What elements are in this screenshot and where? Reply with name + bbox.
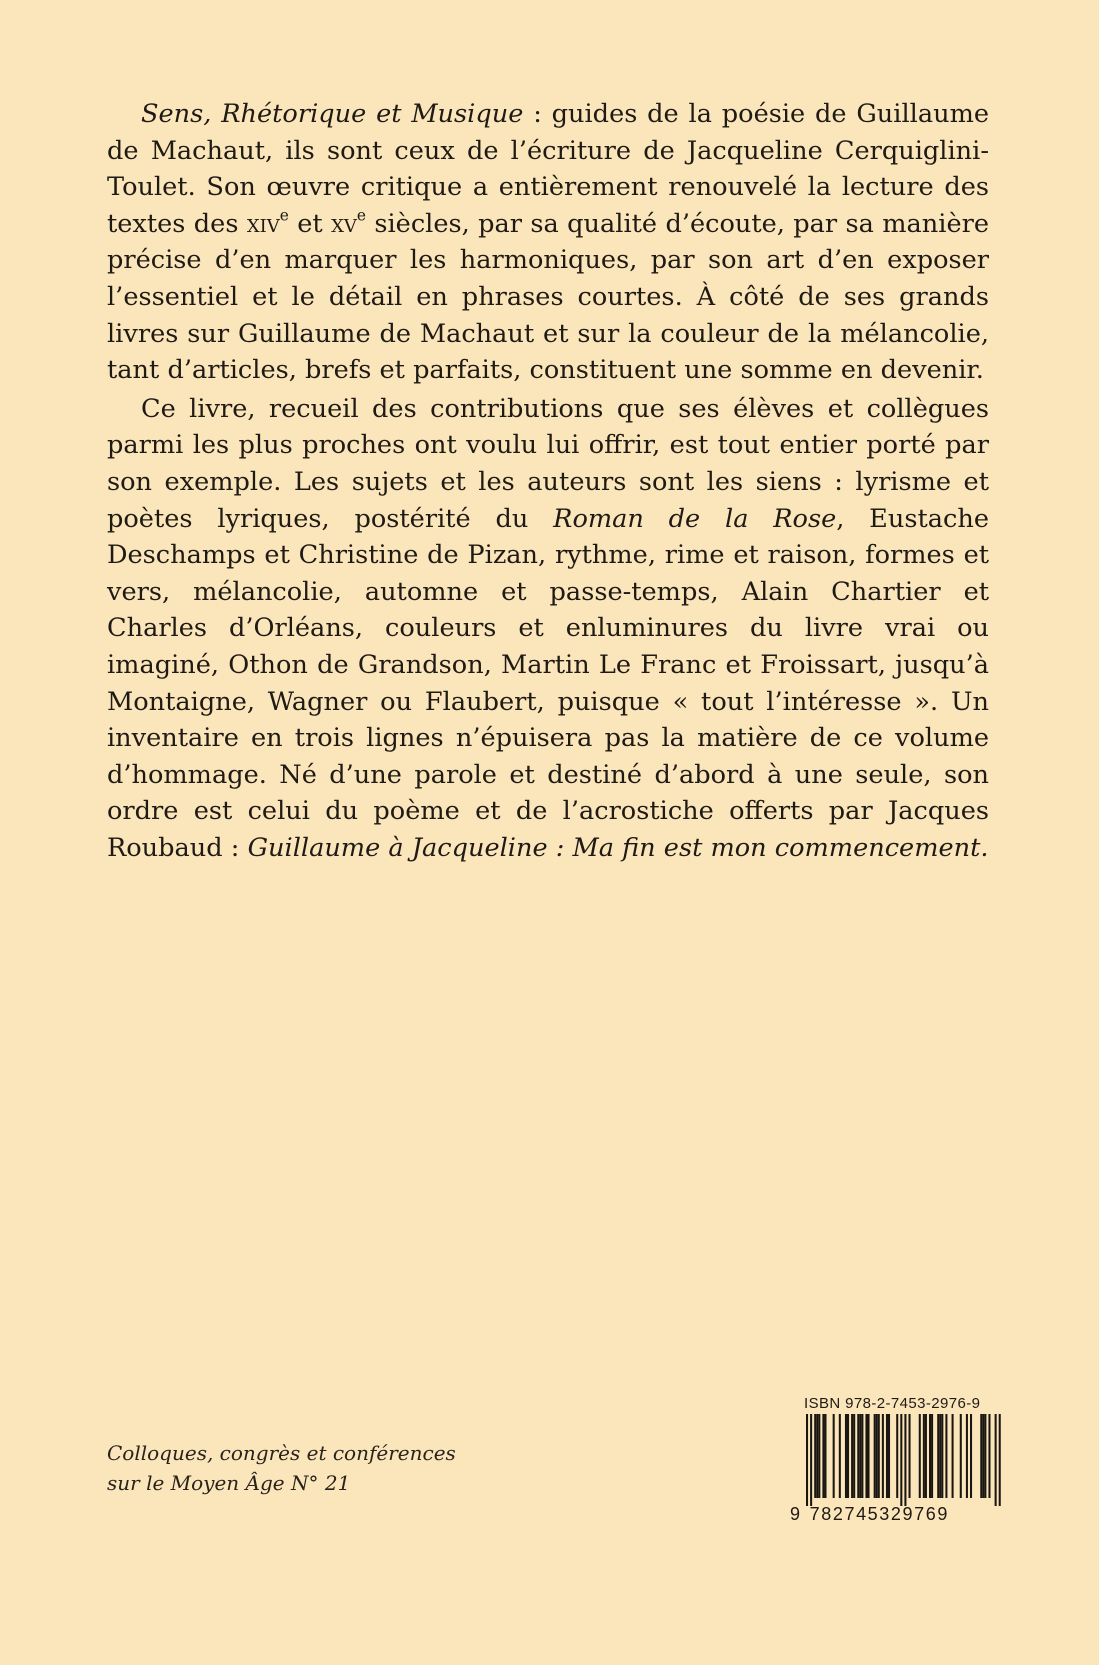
barcode-bar <box>888 1414 890 1498</box>
barcode-bar <box>999 1414 1001 1506</box>
century-14-sup: e <box>279 206 289 225</box>
barcode-bar <box>833 1414 835 1498</box>
barcode-bars <box>790 1414 1010 1506</box>
barcode-bar <box>845 1414 847 1498</box>
barcode-bar <box>937 1414 939 1498</box>
blurb-paragraph-2 <box>107 391 989 867</box>
barcode-bar <box>923 1414 925 1498</box>
paragraph-1-text-c: siècles, par sa qualité d’écoute, par sa manière précise d’en marquer les harmoniques, par son art d’en exposer l’essentiel et le détail en phrases courtes. À côté de ses grands livres sur Guillaume de Machaut et sur la couleur de la mélancolie, tant d’articles, brefs et parfaits, constituent une somme en devenir. <box>107 208 990 386</box>
isbn-label: ISBN 978-2-7453-2976-9 <box>804 1395 981 1412</box>
paragraph-1-text-a: : guides de la poésie de Guillaume de Machaut, ils sont ceux de l’écriture de Jacqueline Cerquiglini-Toulet. Son œuvre critique a entièrement renouvelé la lecture des textes des <box>107 99 989 239</box>
barcode-bar <box>847 1414 849 1498</box>
barcode-bar <box>909 1414 911 1498</box>
barcode-bar <box>816 1414 818 1498</box>
series-line-2: sur le Moyen Âge N° 21 <box>107 1471 351 1495</box>
barcode-bar <box>878 1414 880 1498</box>
barcode-bar <box>886 1414 888 1498</box>
barcode-bar <box>939 1414 941 1498</box>
barcode-bar <box>882 1414 884 1498</box>
series-line-1: Colloques, congrès et conférences <box>107 1441 456 1465</box>
paragraph-1-text-b: et <box>288 208 332 239</box>
book-title-italic: Sens, Rhétorique et Musique <box>141 99 524 129</box>
blurb-text <box>107 96 989 866</box>
barcode-bar <box>982 1414 984 1498</box>
barcode-digits <box>790 1504 1010 1525</box>
barcode-bar <box>810 1414 812 1506</box>
barcode-bar <box>876 1414 878 1498</box>
barcode-bar <box>859 1414 861 1498</box>
barcode-bar <box>865 1414 867 1498</box>
century-15-sup: e <box>356 206 366 225</box>
barcode-bar <box>853 1414 855 1498</box>
barcode-bar <box>814 1414 816 1498</box>
barcode-bar <box>931 1414 933 1498</box>
series-note <box>107 1438 456 1498</box>
barcode-bar <box>868 1414 870 1498</box>
barcode-bar <box>925 1414 927 1498</box>
barcode-bar <box>919 1414 921 1498</box>
isbn-barcode <box>790 1395 1010 1525</box>
barcode-digit-string: 782745329769 <box>809 1504 949 1524</box>
barcode-bar <box>988 1414 990 1498</box>
barcode-bar <box>806 1414 808 1506</box>
barcode-bar <box>874 1414 876 1498</box>
barcode-bar <box>984 1414 986 1498</box>
barcode-bar <box>966 1414 968 1498</box>
barcode-bar <box>929 1414 931 1498</box>
barcode-bar <box>995 1414 997 1506</box>
barcode-bar <box>900 1414 902 1506</box>
barcode-bar <box>945 1414 947 1498</box>
barcode-bar <box>851 1414 853 1498</box>
blurb-paragraph-1 <box>107 96 989 389</box>
century-15: xv <box>331 208 357 239</box>
barcode-bar <box>896 1414 898 1498</box>
closing-quote-italic: Guillaume à Jacqueline : Ma fin est mon commencement. <box>247 832 989 863</box>
paragraph-2-text-a: Ce livre, recueil des contributions que ses élèves et collègues parmi les plus proches ont voulu lui offrir, est tout entier porté par son exemple. Les sujets et les auteurs sont les siens : lyrisme et poètes lyriques, postérité du <box>107 393 989 534</box>
barcode-bar <box>960 1414 962 1498</box>
barcode-bar <box>857 1414 859 1498</box>
barcode-lead-digit: 9 <box>790 1504 802 1524</box>
paragraph-2-text-b: , Eustache Deschamps et Christine de Pizan, rythme, rime et raison, formes et vers, mélancolie, automne et passe-temps, Alain Chartier et Charles d’Orléans, couleurs et enluminures du livre vrai ou imaginé, Othon de Grandson, Martin Le Franc et Froissart, jusqu’à Montaigne, Wagner ou Flaubert, puisque « tout l’intéresse ». Un inventaire en trois lignes n’épuisera pas la matière de ce volume d’hommage. Né d’une parole et destiné d’abord à une seule, son ordre est celui du poème et de l’acrostiche offerts par Jacques Roubaud : <box>107 503 989 863</box>
barcode-bar <box>861 1414 863 1498</box>
barcode-bar <box>970 1414 972 1498</box>
barcode-bar <box>952 1414 954 1498</box>
barcode-bar <box>904 1414 906 1506</box>
barcode-bar <box>824 1414 826 1498</box>
roman-de-la-rose-italic: Roman de la Rose <box>553 503 837 534</box>
century-14: xiv <box>246 208 280 239</box>
barcode-bar <box>822 1414 824 1498</box>
barcode-bar <box>941 1414 943 1498</box>
barcode-bar <box>980 1414 982 1498</box>
barcode-bar <box>818 1414 820 1498</box>
barcode-bar <box>839 1414 841 1498</box>
